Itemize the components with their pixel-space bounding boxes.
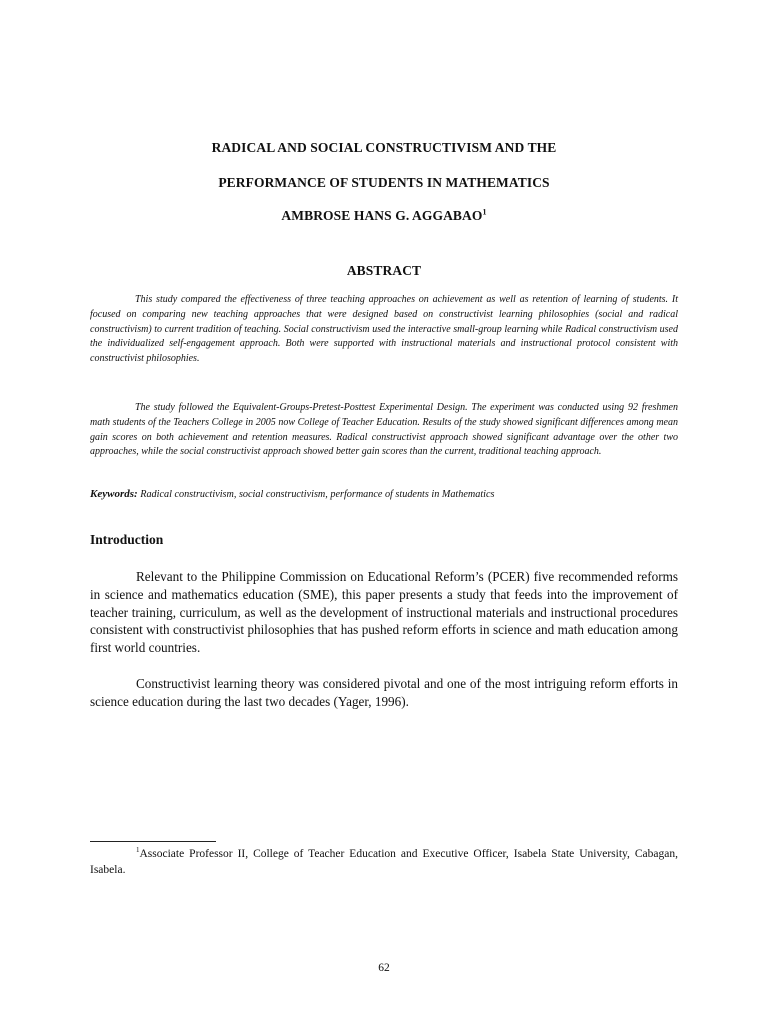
page-number: 62	[378, 962, 390, 974]
footnote-divider	[90, 841, 216, 842]
author-footnote-mark: 1	[482, 207, 487, 217]
footnote-mark: 1	[136, 846, 140, 855]
abstract-paragraph-1: This study compared the effectiveness of three teaching approaches on achievement as well as retention of learning of students. It focused on comparing new teaching approaches that were designed based on constructivist learning philosophies (social and radical constructivism) to current tradition of teaching. Social constructivism used the interactive small-group learning while Radical constructivism used the individualized self-engagement approach. Both were supported with instructional materials and instructional protocol consistent with constructivist philosophies.	[90, 294, 678, 365]
abstract-heading: ABSTRACT	[346, 263, 422, 278]
introduction-paragraph-2: Constructivist learning theory was considered pivotal and one of the most intriguing reform efforts in science education during the last two decades (Yager, 1996).	[90, 676, 678, 709]
author-name: AMBROSE HANS G. AGGABAO	[281, 208, 483, 223]
introduction-heading: Introduction	[90, 532, 164, 547]
introduction-paragraph-1: Relevant to the Philippine Commission on Educational Reform’s (PCER) five recommended reforms in science and mathematics education (SME), this paper presents a study that feeds into the improvement of teacher training, curriculum, as well as the development of instructional materials and instructional procedures consistent with constructivist philosophies that has pushed reform efforts in science and math education among first world countries.	[90, 569, 678, 656]
keywords-text: Radical constructivism, social constructivism, performance of students in Mathematics	[140, 489, 495, 500]
abstract-paragraph-2: The study followed the Equivalent-Groups-Pretest-Posttest Experimental Design. The experiment was conducted using 92 freshmen math students of the Teachers College in 2005 now College of Teacher Education. Results of the study showed significant differences among mean gain scores on both achievement and retention measures. Radical constructivist approach showed significant advantage over the other two approaches, while the social constructivist approach showed better gain scores than the current, traditional teaching approach.	[90, 402, 678, 458]
keywords-label: Keywords:	[90, 488, 138, 500]
footnote	[90, 846, 678, 878]
author-line	[0, 208, 768, 224]
paper-title-line-1: RADICAL AND SOCIAL CONSTRUCTIVISM AND THE	[211, 140, 557, 155]
paper-title-line-2: PERFORMANCE OF STUDENTS IN MATHEMATICS	[218, 175, 550, 190]
keywords-line	[90, 488, 690, 500]
footnote-text: Associate Professor II, College of Teacher Education and Executive Officer, Isabela State University, Cabagan, Isabela.	[90, 848, 678, 876]
